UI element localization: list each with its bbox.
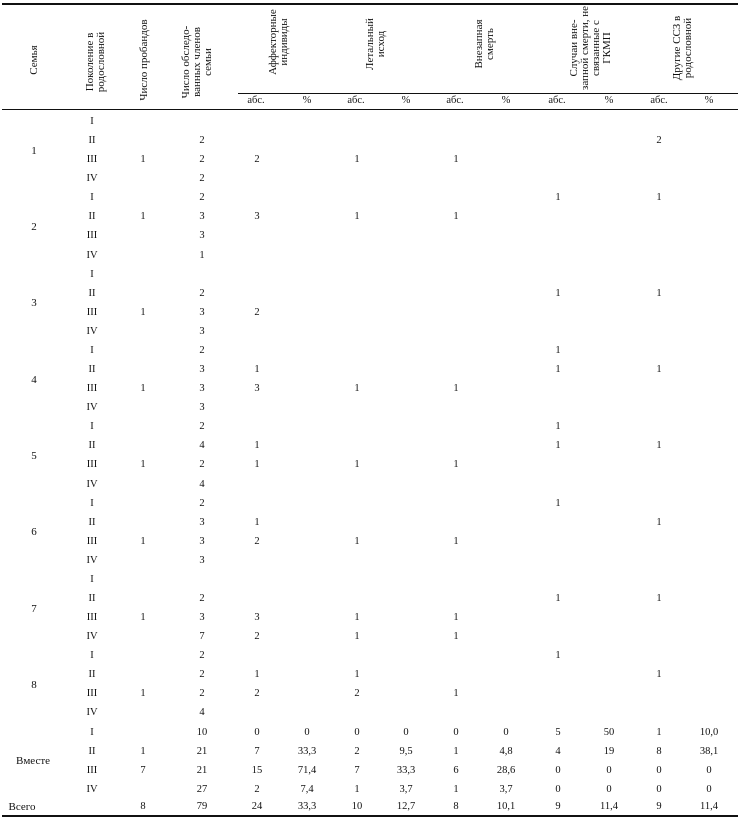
table-cell-oth: 1 [656,669,662,681]
table-cell-unr_p: 19 [603,745,615,757]
table-cell-ex: 3 [199,230,205,242]
table-cell-aff_p: 71,4 [297,764,317,776]
header-family: Семья [28,45,40,75]
table-cell-ex: 2 [199,154,205,166]
table-cell-sud: 1 [453,783,459,795]
table-cell-ex: 2 [199,173,205,185]
family-label: 7 [31,602,37,615]
table-cell-gen: III [86,230,98,242]
table-cell-let: 2 [354,688,360,700]
table-cell-ex: 10 [196,726,208,738]
table-cell-aff: 2 [254,688,260,700]
table-cell-ex: 3 [199,325,205,337]
table-cell-pro: 1 [140,154,146,166]
table-cell-let_p: 3,7 [399,783,413,795]
table-cell-ex: 2 [199,669,205,681]
family-label: 2 [31,220,37,233]
table-cell-pro: 1 [140,535,146,547]
table-cell-sud_p: 28,6 [496,764,516,776]
table-cell-pro: 1 [140,745,146,757]
table-cell-ex: 3 [199,516,205,528]
header-lethal: Летальный исход [364,18,387,70]
total-label: Всего [8,801,36,813]
table-cell-aff: 3 [254,383,260,395]
table-cell-gen: II [88,516,96,528]
table-cell-ex: 3 [199,612,205,624]
family-label: 1 [31,144,37,157]
table-cell-gen: III [86,764,98,776]
table-cell-sud_p: 3,7 [499,783,513,795]
table-cell-ex: 4 [199,440,205,452]
table-cell-aff: 1 [254,516,260,528]
table-cell-gen: I [90,650,94,662]
table-cell-oth: 0 [656,764,662,776]
table-cell-ex: 3 [199,554,205,566]
table-cell-gen: I [90,726,94,738]
table-cell-aff: 1 [254,459,260,471]
table-cell-let: 7 [354,764,360,776]
subheader-affected-pct: % [302,95,312,106]
table-cell-sud: 1 [453,211,459,223]
table-cell-let: 2 [354,745,360,757]
table-cell-ex: 2 [199,593,205,604]
table-cell-let: 0 [354,726,360,738]
table-cell-let: 1 [354,612,360,624]
total-cell-let: 10 [351,801,363,812]
table-cell-sud_p: 0 [503,726,509,738]
table-cell-ex: 2 [199,688,205,700]
table-cell-gen: III [86,154,98,166]
subheader-unrelated-abs: абс. [548,95,566,106]
table-cell-let_p: 0 [403,726,409,738]
table-cell-ex: 27 [196,783,208,795]
total-cell-sud: 8 [453,801,459,812]
table-cell-sud: 1 [453,535,459,547]
table-cell-ex: 2 [199,650,205,662]
family-label: 8 [31,678,37,691]
table-cell-gen: II [88,135,96,147]
table-cell-unr_p: 0 [606,783,612,795]
family-label: Вместе [15,755,51,768]
table-cell-gen: II [88,287,96,299]
family-label: 6 [31,526,37,539]
table-cell-unr: 1 [555,421,561,433]
table-cell-gen: II [88,364,96,376]
table-cell-aff: 1 [254,364,260,376]
total-cell-oth_p: 11,4 [700,801,718,812]
table-cell-oth: 1 [656,516,662,528]
table-cell-oth: 2 [656,135,662,147]
table-cell-unr_p: 0 [606,764,612,776]
table-cell-ex: 2 [199,135,205,147]
table-cell-oth_p: 0 [706,783,712,795]
table-cell-gen: IV [86,478,98,490]
table-cell-unr: 0 [555,783,561,795]
table-cell-pro: 1 [140,306,146,318]
family-label: 3 [31,297,37,310]
table-cell-ex: 21 [196,745,208,757]
table-cell-unr: 1 [555,650,561,662]
subheader-sudden-pct: % [501,95,511,106]
table-cell-gen: III [86,459,98,471]
table-cell-sud: 1 [453,154,459,166]
table-cell-gen: IV [86,249,98,261]
table-cell-oth: 0 [656,783,662,795]
table-cell-aff: 2 [254,154,260,166]
table-cell-ex: 21 [196,764,208,776]
header-examined: Число обследо-ванных членов семьи [180,25,214,99]
table-cell-oth: 8 [656,745,662,757]
header-other: Другие ССЗ в родословной [671,15,694,81]
table-cell-gen: IV [86,325,98,337]
table-cell-ex: 3 [199,211,205,223]
table-cell-gen: III [86,383,98,395]
table-cell-ex: 2 [199,459,205,471]
subheader-affected-abs: абс. [247,95,265,106]
table-cell-gen: II [88,669,96,681]
table-cell-aff_p: 7,4 [300,783,314,795]
table-cell-aff: 7 [254,745,260,757]
table-cell-gen: IV [86,554,98,566]
table-cell-unr: 1 [555,497,561,509]
table-cell-sud: 6 [453,764,459,776]
table-cell-sud_p: 4,8 [499,745,513,757]
table-cell-ex: 3 [199,535,205,547]
total-cell-aff: 24 [251,801,263,812]
table-cell-oth_p: 0 [706,764,712,776]
table-cell-gen: I [90,344,94,356]
table-cell-unr: 4 [555,745,561,757]
table-cell-gen: IV [86,402,98,414]
table-cell-ex: 2 [199,287,205,299]
table-cell-gen: I [90,268,94,280]
table-cell-pro: 1 [140,688,146,700]
table-cell-ex: 3 [199,364,205,376]
table-cell-aff: 3 [254,211,260,223]
header-bottom-rule [2,109,738,110]
table-cell-sud: 1 [453,459,459,471]
table-cell-ex: 2 [199,344,205,356]
table-cell-unr_p: 50 [603,726,615,738]
table-cell-let: 1 [354,459,360,471]
header-sudden: Внезапная смерть [473,19,496,69]
table-cell-ex: 1 [199,249,205,261]
table-cell-unr: 1 [555,593,561,604]
table-cell-ex: 2 [199,192,205,204]
total-cell-ex: 79 [196,801,208,812]
table-cell-sud: 1 [453,688,459,700]
table-cell-pro: 1 [140,383,146,395]
table-cell-oth: 1 [656,287,662,299]
total-cell-let_p: 12,7 [396,801,416,812]
table-cell-ex: 2 [199,421,205,433]
subheader-unrelated-pct: % [604,95,614,106]
table-cell-ex: 4 [199,478,205,490]
table-cell-oth: 1 [656,364,662,376]
header-probands: Число пробандов [138,19,150,101]
table-cell-unr: 0 [555,764,561,776]
table-cell-let: 1 [354,154,360,166]
subheader-sudden-abs: абс. [446,95,464,106]
table-cell-gen: IV [86,783,98,795]
table-cell-gen: III [86,688,98,700]
table-cell-aff: 2 [254,535,260,547]
total-cell-oth: 9 [656,801,662,812]
subheader-other-abs: абс. [650,95,668,106]
table-cell-aff: 3 [254,612,260,624]
table-cell-gen: II [88,745,96,757]
table-cell-oth: 1 [656,440,662,452]
table-cell-gen: III [86,612,98,624]
table-cell-unr: 1 [555,344,561,356]
table-cell-sud: 1 [453,631,459,643]
table-cell-let: 1 [354,383,360,395]
table-cell-ex: 3 [199,402,205,414]
table-cell-gen: II [88,593,96,604]
table-cell-oth_p: 38,1 [699,745,719,757]
table-cell-aff: 2 [254,631,260,643]
header-generation: Поколение в родословной [84,31,107,93]
table-cell-aff_p: 33,3 [297,745,317,757]
table-cell-pro: 1 [140,459,146,471]
table-cell-ex: 3 [199,383,205,395]
table-cell-ex: 3 [199,306,205,318]
total-cell-aff_p: 33,3 [297,801,317,812]
table-cell-gen: I [90,116,94,127]
total-cell-pro: 8 [140,801,146,812]
table-cell-let: 1 [354,535,360,547]
family-label: 4 [31,373,37,386]
table-cell-unr: 1 [555,364,561,376]
table-cell-gen: II [88,211,96,223]
table-cell-aff: 15 [251,764,263,776]
subheader-lethal-abs: абс. [347,95,365,106]
table-cell-gen: I [90,573,94,585]
bottom-rule [2,815,738,817]
table-cell-gen: III [86,535,98,547]
table-cell-sud: 0 [453,726,459,738]
table-cell-gen: I [90,192,94,204]
table-cell-let: 1 [354,631,360,643]
header-affected: Аффекторные индивиды [267,9,290,75]
family-label: 5 [31,449,37,462]
table-cell-unr: 5 [555,726,561,738]
table-cell-gen: IV [86,707,98,719]
table-cell-oth: 1 [656,726,662,738]
table-cell-sud: 1 [453,745,459,757]
table-cell-aff: 0 [254,726,260,738]
table-cell-ex: 7 [199,631,205,643]
table-cell-unr: 1 [555,440,561,452]
table-cell-oth_p: 10,0 [699,726,719,738]
table-cell-let: 1 [354,783,360,795]
table-cell-aff: 2 [254,783,260,795]
table-cell-gen: I [90,421,94,433]
table-cell-unr: 1 [555,192,561,204]
table-cell-pro: 1 [140,211,146,223]
table-cell-unr: 1 [555,287,561,299]
table-cell-gen: I [90,497,94,509]
total-cell-unr_p: 11,4 [600,801,618,812]
table-cell-pro: 1 [140,612,146,624]
table-cell-gen: II [88,440,96,452]
table-cell-pro: 7 [140,764,146,776]
table-cell-ex: 2 [199,497,205,509]
table-cell-let_p: 9,5 [399,745,413,757]
table-cell-aff_p: 0 [304,726,310,738]
subheader-lethal-pct: % [401,95,411,106]
table-cell-gen: IV [86,173,98,185]
table-cell-oth: 1 [656,593,662,604]
table-cell-oth: 1 [656,192,662,204]
table-cell-gen: IV [86,631,98,643]
table-cell-aff: 1 [254,440,260,452]
subheader-rule [238,93,738,94]
total-cell-unr: 9 [555,801,561,812]
table-cell-aff: 2 [254,306,260,318]
table-cell-let_p: 33,3 [396,764,416,776]
table-cell-aff: 1 [254,669,260,681]
table-cell-sud: 1 [453,383,459,395]
table-cell-sud: 1 [453,612,459,624]
subheader-other-pct: % [704,95,714,106]
header-unrelated: Случаи вне-запной смерти, не связанные с ГКМП [568,5,613,91]
total-cell-sud_p: 10,1 [496,801,516,812]
table-cell-let: 1 [354,669,360,681]
table-cell-let: 1 [354,211,360,223]
table-cell-ex: 4 [199,707,205,719]
table-cell-gen: III [86,306,98,318]
